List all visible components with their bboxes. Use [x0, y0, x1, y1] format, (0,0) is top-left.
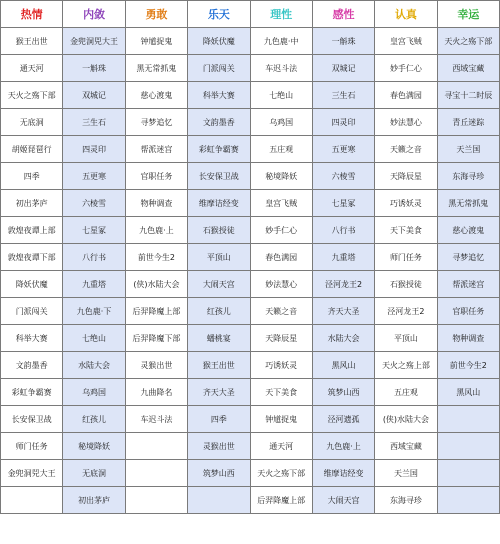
table-cell	[188, 487, 250, 514]
table-cell: 四季	[1, 163, 63, 190]
table-cell: 天火之殇下部	[250, 460, 312, 487]
table-cell: 春色满园	[375, 82, 437, 109]
table-cell: 天兰国	[437, 136, 499, 163]
table-cell: 妙手仁心	[375, 55, 437, 82]
table-cell: 水陆大会	[312, 325, 374, 352]
table-cell: 蟠桃宴	[188, 325, 250, 352]
table-cell: 四灵印	[63, 136, 125, 163]
table-cell: 敦煌夜谭下部	[1, 244, 63, 271]
table-row	[1, 433, 500, 460]
table-cell: 通天河	[1, 55, 63, 82]
table-cell: 三生石	[63, 109, 125, 136]
table-cell: 钟馗捉鬼	[125, 28, 187, 55]
table-cell: 钟馗捉鬼	[250, 406, 312, 433]
table-cell: 师门任务	[375, 244, 437, 271]
table-cell: 东海寻珍	[375, 487, 437, 514]
column-header: 认真	[375, 1, 437, 28]
table-cell: 官职任务	[437, 298, 499, 325]
table-cell: 天降辰星	[250, 325, 312, 352]
table-row	[1, 460, 500, 487]
table-cell: 彩虹争霸赛	[1, 379, 63, 406]
table-cell: 降妖伏魔	[188, 28, 250, 55]
column-header: 乐天	[188, 1, 250, 28]
table-cell: 后羿降魔上部	[125, 298, 187, 325]
table-cell	[437, 433, 499, 460]
table-cell: 金兜洞兕大王	[1, 460, 63, 487]
table-cell: 秘境降妖	[63, 433, 125, 460]
table-cell: 筑梦山西	[312, 379, 374, 406]
table-cell: 泾河遗孤	[312, 406, 374, 433]
table-cell: 五更寒	[312, 136, 374, 163]
table-cell: 九重塔	[312, 244, 374, 271]
table-cell: 巧诱妖灵	[250, 352, 312, 379]
table-cell: 水陆大会	[63, 352, 125, 379]
table-cell: 科举大赛	[188, 82, 250, 109]
table-cell: 七星冢	[63, 217, 125, 244]
table-cell: 平顶山	[188, 244, 250, 271]
table-cell: 物种调查	[437, 325, 499, 352]
table-cell: 天火之殇上部	[375, 352, 437, 379]
table-cell: 泾河龙王2	[312, 271, 374, 298]
table-cell: 文韵墨香	[188, 109, 250, 136]
table-cell: 无底洞	[63, 460, 125, 487]
table-cell: 天籁之音	[375, 136, 437, 163]
table-cell: 皇宫飞贼	[250, 190, 312, 217]
table-cell	[437, 487, 499, 514]
table-cell: 帮派迷宫	[125, 136, 187, 163]
table-cell	[125, 487, 187, 514]
table-cell: 四灵印	[312, 109, 374, 136]
table-cell: 后羿降魔上部	[250, 487, 312, 514]
table-cell: 寻梦追忆	[125, 109, 187, 136]
table-cell: 初出茅庐	[63, 487, 125, 514]
table-cell: 双城记	[63, 82, 125, 109]
table-cell: 六棱雪	[63, 190, 125, 217]
table-cell: 七绝山	[63, 325, 125, 352]
table-cell	[437, 406, 499, 433]
table-cell: 天下美食	[375, 217, 437, 244]
table-row	[1, 28, 500, 55]
table-row	[1, 244, 500, 271]
table-cell: 科举大赛	[1, 325, 63, 352]
table-cell: 妙手仁心	[250, 217, 312, 244]
table-cell: 春色满园	[250, 244, 312, 271]
table-cell: 青丘迷踪	[437, 109, 499, 136]
table-cell: 帮派迷宫	[437, 271, 499, 298]
table-cell: 八行书	[63, 244, 125, 271]
table-cell: 灵猴出世	[188, 433, 250, 460]
table-cell: 猴王出世	[1, 28, 63, 55]
table-cell: (侠)水陆大会	[375, 406, 437, 433]
table-cell: 乌鸡国	[250, 109, 312, 136]
table-cell: 东海寻珍	[437, 163, 499, 190]
table-cell: 黑无常抓鬼	[437, 190, 499, 217]
table-cell: 红孩儿	[63, 406, 125, 433]
table-cell: 维摩诘经变	[188, 190, 250, 217]
table-cell: 四季	[188, 406, 250, 433]
table-cell: 双城记	[312, 55, 374, 82]
table-cell: 无底洞	[1, 109, 63, 136]
table-cell: 初出茅庐	[1, 190, 63, 217]
table-cell: 红孩儿	[188, 298, 250, 325]
table-row	[1, 298, 500, 325]
table-row	[1, 109, 500, 136]
table-cell	[437, 460, 499, 487]
table-cell	[1, 487, 63, 514]
table-row	[1, 136, 500, 163]
table-cell: 官职任务	[125, 163, 187, 190]
header-row	[1, 1, 500, 28]
table-row	[1, 352, 500, 379]
table-cell: 敦煌夜谭上部	[1, 217, 63, 244]
column-header: 幸运	[437, 1, 499, 28]
table-cell: 石猴授徒	[188, 217, 250, 244]
table-cell: 九重塔	[63, 271, 125, 298]
table-cell: 妙法慧心	[250, 271, 312, 298]
table-cell: 齐天大圣	[188, 379, 250, 406]
table-cell: 一斛珠	[63, 55, 125, 82]
table-cell: 大闹天宫	[312, 487, 374, 514]
table-cell: 九色鹿·上	[125, 217, 187, 244]
table-cell: 九色鹿·中	[250, 28, 312, 55]
table-cell: 车迟斗法	[250, 55, 312, 82]
table-cell: (侠)水陆大会	[125, 271, 187, 298]
table-cell: 八行书	[312, 217, 374, 244]
table-cell: 五庄观	[375, 379, 437, 406]
table-cell: 前世今生2	[125, 244, 187, 271]
table-cell: 天火之殇下部	[437, 28, 499, 55]
table-cell: 师门任务	[1, 433, 63, 460]
table-row	[1, 82, 500, 109]
table-cell: 黑风山	[437, 379, 499, 406]
table-cell: 前世今生2	[437, 352, 499, 379]
table-row	[1, 217, 500, 244]
table-cell	[125, 433, 187, 460]
table-row	[1, 55, 500, 82]
table-row	[1, 325, 500, 352]
table-row	[1, 487, 500, 514]
table-cell: 六棱雪	[312, 163, 374, 190]
column-header: 感性	[312, 1, 374, 28]
column-header: 热情	[1, 1, 63, 28]
table-cell: 猴王出世	[188, 352, 250, 379]
table-cell: 物种调查	[125, 190, 187, 217]
table-body	[1, 28, 500, 514]
table-cell: 金兜洞兕大王	[63, 28, 125, 55]
table-cell: 妙法慧心	[375, 109, 437, 136]
table-cell: 乌鸡国	[63, 379, 125, 406]
table-cell: 三生石	[312, 82, 374, 109]
table-cell: 降妖伏魔	[1, 271, 63, 298]
table-row	[1, 379, 500, 406]
table-cell: 五更寒	[63, 163, 125, 190]
column-header: 勇敢	[125, 1, 187, 28]
table-cell: 巧诱妖灵	[375, 190, 437, 217]
table-cell: 天火之殇下部	[1, 82, 63, 109]
table-cell: 天降辰星	[375, 163, 437, 190]
table-cell: 长安保卫战	[1, 406, 63, 433]
table-cell: 慈心渡鬼	[125, 82, 187, 109]
table-cell: 西域宝藏	[437, 55, 499, 82]
table-cell: 维摩诘经变	[312, 460, 374, 487]
table-cell: 天下美食	[250, 379, 312, 406]
table-cell: 胡姬琵琶行	[1, 136, 63, 163]
table-cell: 寻宝十二时辰	[437, 82, 499, 109]
table-cell: 文韵墨香	[1, 352, 63, 379]
table-row	[1, 406, 500, 433]
table-cell: 一斛珠	[312, 28, 374, 55]
table-cell	[125, 460, 187, 487]
table-cell: 黑风山	[312, 352, 374, 379]
table-cell: 大闹天宫	[188, 271, 250, 298]
table-cell: 石猴授徒	[375, 271, 437, 298]
table-cell: 皇宫飞贼	[375, 28, 437, 55]
table-cell: 后羿降魔下部	[125, 325, 187, 352]
table-cell: 筑梦山西	[188, 460, 250, 487]
table-cell: 天籁之音	[250, 298, 312, 325]
table-cell: 通天河	[250, 433, 312, 460]
table-cell: 西域宝藏	[375, 433, 437, 460]
table-cell: 灵猴出世	[125, 352, 187, 379]
table-cell: 车迟斗法	[125, 406, 187, 433]
table-cell: 门派闯关	[188, 55, 250, 82]
table-cell: 寻梦追忆	[437, 244, 499, 271]
table-row	[1, 163, 500, 190]
table-cell: 五庄观	[250, 136, 312, 163]
table-row	[1, 271, 500, 298]
table-cell: 秘境降妖	[250, 163, 312, 190]
table-cell: 七星冢	[312, 190, 374, 217]
column-header: 理性	[250, 1, 312, 28]
table-cell: 七绝山	[250, 82, 312, 109]
table-cell: 齐天大圣	[312, 298, 374, 325]
table-cell: 门派闯关	[1, 298, 63, 325]
table-cell: 彩虹争霸赛	[188, 136, 250, 163]
table-row	[1, 190, 500, 217]
table-cell: 九曲降名	[125, 379, 187, 406]
table-cell: 黑无常抓鬼	[125, 55, 187, 82]
table-cell: 九色鹿·下	[63, 298, 125, 325]
table-cell: 天兰国	[375, 460, 437, 487]
column-header: 内敛	[63, 1, 125, 28]
table-cell: 慈心渡鬼	[437, 217, 499, 244]
table-cell: 平顶山	[375, 325, 437, 352]
table-cell: 泾河龙王2	[375, 298, 437, 325]
table-cell: 长安保卫战	[188, 163, 250, 190]
table-cell: 九色鹿·上	[312, 433, 374, 460]
